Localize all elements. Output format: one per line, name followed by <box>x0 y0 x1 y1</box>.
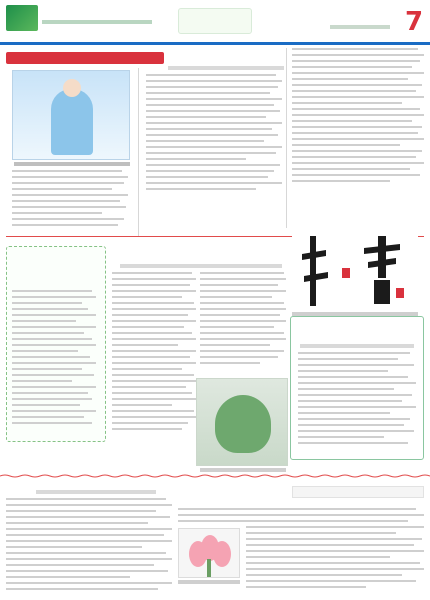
bottom-article-body <box>246 508 424 596</box>
campus-section-title <box>300 322 414 342</box>
main-article-body-center <box>146 74 282 228</box>
letter-article-body <box>6 498 172 596</box>
princess-photo-caption <box>14 162 130 166</box>
mid-article-title <box>118 240 284 262</box>
page-title-box <box>178 8 252 34</box>
main-article-author <box>168 66 284 70</box>
column-banner <box>6 52 164 64</box>
letter-article-author <box>36 490 156 494</box>
drawing-tree <box>215 395 271 453</box>
issue-date <box>330 25 390 29</box>
masthead-divider <box>0 42 430 45</box>
main-article-title <box>172 48 284 66</box>
campus-section-body <box>298 352 418 456</box>
child-drawing-caption <box>200 468 286 472</box>
campus-section-author <box>300 344 414 348</box>
svg-text:7: 7 <box>404 7 424 36</box>
princess-head <box>63 79 81 97</box>
princess-photo <box>12 70 130 160</box>
mid-article-body-right <box>200 272 286 374</box>
column-divider <box>138 68 139 236</box>
spring-section-list <box>12 290 100 440</box>
lotus-stem <box>207 559 211 577</box>
lotus-photo <box>178 528 240 578</box>
spring-section-title <box>12 254 100 284</box>
lotus-petal <box>213 541 231 567</box>
page-title <box>179 9 251 33</box>
site-url[interactable] <box>42 20 152 24</box>
mid-article-body-left <box>112 272 196 438</box>
main-article-body-left <box>12 170 130 236</box>
lotus-photo-caption <box>178 580 240 584</box>
child-drawing-photo <box>196 378 288 466</box>
mid-article-author <box>120 264 282 268</box>
newspaper-logo-icon <box>6 5 38 31</box>
page-number <box>404 6 424 36</box>
main-article-body-right <box>292 48 424 224</box>
calligraphy-artwork <box>292 228 418 312</box>
column-divider <box>286 48 287 228</box>
princess-gown <box>51 89 93 155</box>
letter-article-title <box>30 466 160 488</box>
bottom-article-author <box>292 486 424 498</box>
masthead <box>0 0 430 50</box>
